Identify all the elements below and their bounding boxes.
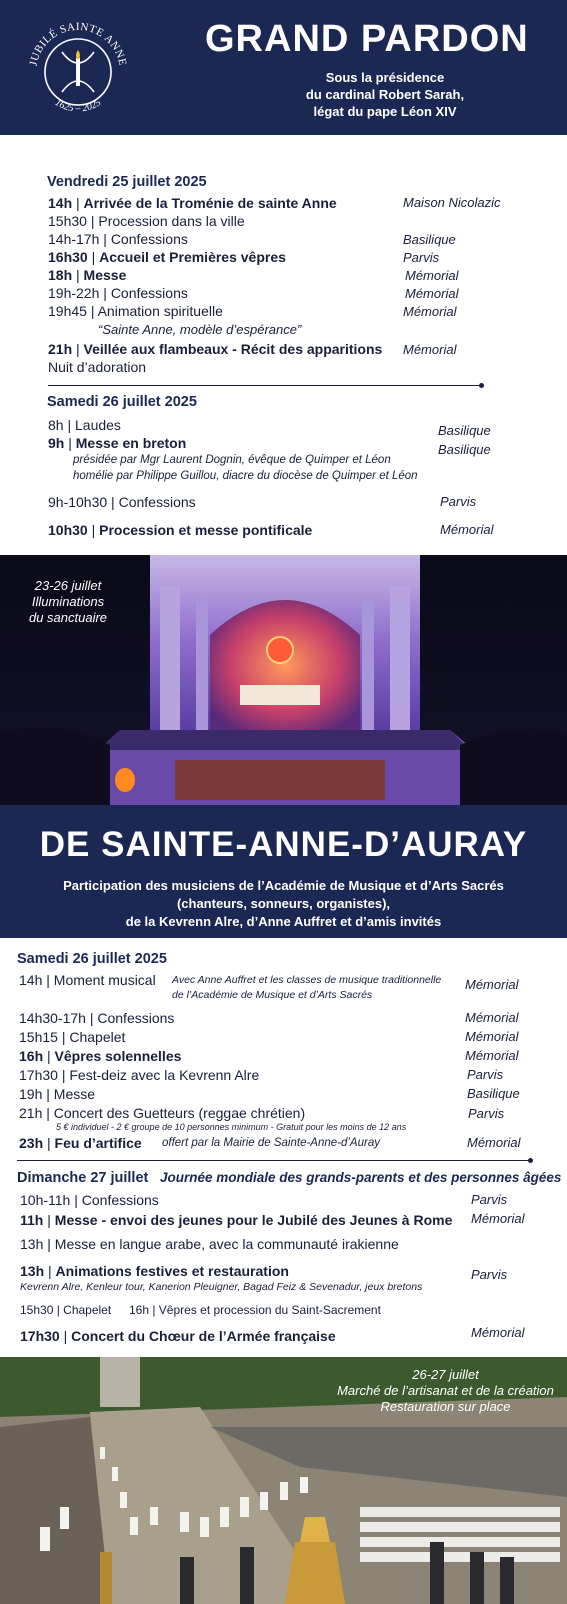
schedule-row: 9h-10h30 | Confessions xyxy=(48,494,196,510)
schedule-row: 23h | Feu d’artifice xyxy=(19,1135,142,1151)
photo2-caption-2: Marché de l’artisanat et de la création xyxy=(337,1383,554,1398)
music-note-2: de l’Académie de Musique et d’Arts Sacrés xyxy=(172,989,373,1001)
row-place: Basilique xyxy=(438,423,491,438)
row-place: Mémorial xyxy=(403,342,457,357)
row-text: Feu d’artifice xyxy=(54,1135,142,1151)
concert-price-note: 5 € individuel - 2 € groupe de 10 personnes minimum - Gratuit pour les moins de 12 ans xyxy=(56,1122,407,1132)
row-text: Messe en breton xyxy=(75,435,187,451)
header-sub-3: légat du pape Léon XIV xyxy=(313,104,457,119)
row-time: 13h xyxy=(20,1263,45,1279)
schedule-row: 19h | Messe xyxy=(19,1086,96,1102)
row-place: Mémorial xyxy=(465,977,519,992)
header-sub-1: Sous la présidence xyxy=(325,70,445,85)
row-time: 14h xyxy=(48,195,73,211)
row-text: Procession dans la ville xyxy=(98,213,245,229)
schedule-row: 17h30 | Fest-deiz avec la Kevrenn Alre xyxy=(19,1067,260,1083)
row-text: Messe - envoi des jeunes pour le Jubilé des Jeunes à Rome xyxy=(54,1212,453,1228)
schedule-row: 14h30-17h | Confessions xyxy=(19,1010,175,1026)
row-text: Confessions xyxy=(110,285,188,301)
schedule-row: 21h | Concert des Guetteurs (reggae chrétien) xyxy=(19,1105,306,1121)
row-place: Mémorial xyxy=(440,522,494,537)
row-place: Parvis xyxy=(471,1267,508,1282)
saturday-note-1: présidée par Mgr Laurent Dognin, évêque de Quimper et Léon xyxy=(73,454,391,466)
row-text: Laudes xyxy=(75,417,121,433)
logo-text-top: JUBILÉ SAINTE ANNE xyxy=(27,20,129,67)
svg-text:1625 – 2025 xyxy=(53,97,103,114)
row-text: Concert du Chœur de l’Armée française xyxy=(71,1328,336,1344)
schedule-row: 10h30 | Procession et messe pontificale xyxy=(48,522,313,538)
photo1-caption-2: Illuminations xyxy=(31,594,105,609)
row-time: 18h xyxy=(48,267,73,283)
row-text: Accueil et Premières vêpres xyxy=(99,249,286,265)
row-place: Parvis xyxy=(471,1192,508,1207)
row-time: 14h30-17h xyxy=(19,1010,86,1026)
photo1-caption-3: du sanctuaire xyxy=(28,610,108,625)
saturday-note-2: homélie par Philippe Guillou, diacre du diocèse de Quimper et Léon xyxy=(73,470,418,482)
schedule-row: 21h | Veillée aux flambeaux - Récit des apparitions xyxy=(48,341,383,357)
friday-quote: “Sainte Anne, modèle d’espérance” xyxy=(98,322,302,337)
schedule-row: 14h-17h | Confessions xyxy=(48,231,188,247)
row-time: 21h xyxy=(48,341,73,357)
row-time: 15h15 xyxy=(19,1029,58,1045)
row-place: Mémorial xyxy=(403,304,457,319)
row-place: Basilique xyxy=(438,442,491,457)
saturday2-heading: Samedi 26 juillet 2025 xyxy=(17,951,167,967)
row-text: Fest-deiz avec la Kevrenn Alre xyxy=(69,1067,260,1083)
row-text: Animations festives et restauration xyxy=(55,1263,289,1279)
row-text: Messe xyxy=(83,267,127,283)
row-time: 14h-17h xyxy=(48,231,100,247)
row-time: 15h30 xyxy=(48,213,87,229)
banner-line-1: Participation des musiciens de l’Académie de Musique et d’Arts Sacrés xyxy=(63,878,504,893)
separator-dot xyxy=(528,1158,533,1163)
row-text: Confessions xyxy=(81,1192,159,1208)
row-text: Concert des Guetteurs (reggae chrétien) xyxy=(53,1105,306,1121)
schedule-row: 8h | Laudes xyxy=(48,417,121,433)
row-text: Confessions xyxy=(97,1010,175,1026)
row-text: Chapelet xyxy=(69,1029,126,1045)
photo2-caption-3: Restauration sur place xyxy=(380,1399,511,1414)
row-time: 14h xyxy=(19,972,43,988)
page-title: GRAND PARDON xyxy=(205,18,529,60)
jubilee-logo xyxy=(22,14,134,126)
banner-line-2: (chanteurs, sonneurs, organistes), xyxy=(176,896,391,911)
row-time: 21h xyxy=(19,1105,43,1121)
photo2-caption-1: 26-27 juillet xyxy=(412,1367,479,1382)
row-time: 9h xyxy=(48,435,65,451)
schedule-row: 16h | Vêpres solennelles xyxy=(19,1048,182,1064)
schedule-row: 14h | Moment musical xyxy=(19,972,156,988)
chapelet-row: 15h30 | Chapelet xyxy=(20,1303,112,1317)
row-place: Parvis xyxy=(440,494,477,509)
banner-title: DE SAINTE-ANNE-D’AURAY xyxy=(39,825,528,864)
schedule-row: 17h30 | Concert du Chœur de l’Armée française xyxy=(20,1328,336,1344)
row-time: 17h30 xyxy=(20,1328,60,1344)
row-time: 9h-10h30 xyxy=(48,494,108,510)
header-banner xyxy=(0,0,567,135)
row-place: Mémorial xyxy=(405,268,459,283)
row-place: Mémorial xyxy=(467,1135,521,1150)
sunday-heading-note: Journée mondiale des grands-parents et des personnes âgées xyxy=(160,1170,562,1185)
animations-note: Kevrenn Alre, Kenleur tour, Kanerion Pleuigner, Bagad Feiz & Sevenadur, jeux bretons xyxy=(20,1281,423,1293)
schedule-row: 18h | Messe xyxy=(48,267,127,283)
schedule-row: 15h30 | Procession dans la ville xyxy=(48,213,245,229)
row-time: 19h xyxy=(19,1086,43,1102)
banner-line-3: de la Kevrenn Alre, d’Anne Auffret et d’amis invités xyxy=(125,914,442,929)
row-place: Mémorial xyxy=(405,286,459,301)
fireworks-note: offert par la Mairie de Sainte-Anne-d’Auray xyxy=(162,1137,380,1149)
separator-line xyxy=(17,1160,532,1161)
friday-night: Nuit d’adoration xyxy=(48,359,147,375)
logo-text-bottom: 1625 – 2025 xyxy=(52,97,104,115)
vepres-row: 16h | Vêpres et procession du Saint-Sacrement xyxy=(129,1303,381,1317)
sunday-heading: Dimanche 27 juillet xyxy=(17,1170,149,1186)
schedule-row: 15h15 | Chapelet xyxy=(19,1029,126,1045)
row-place: Maison Nicolazic xyxy=(403,195,501,210)
separator-line xyxy=(48,385,482,386)
row-time: 19h45 xyxy=(48,303,87,319)
row-place: Basilique xyxy=(467,1086,520,1101)
row-time: 19h-22h xyxy=(48,285,100,301)
row-place: Parvis xyxy=(403,250,440,265)
header-sub-2: du cardinal Robert Sarah, xyxy=(305,87,465,102)
saturday-heading: Samedi 26 juillet 2025 xyxy=(47,394,197,410)
row-place: Mémorial xyxy=(465,1048,519,1063)
schedule-row: 9h | Messe en breton xyxy=(48,435,187,451)
row-text: Animation spirituelle xyxy=(97,303,223,319)
schedule-row: 16h30 | Accueil et Premières vêpres xyxy=(48,249,286,265)
friday-heading: Vendredi 25 juillet 2025 xyxy=(47,174,207,190)
photo1-caption-1: 23-26 juillet xyxy=(34,578,102,593)
schedule-row: 10h-11h | Confessions xyxy=(20,1192,159,1208)
row-text: Vêpres solennelles xyxy=(54,1048,182,1064)
schedule-row: 19h45 | Animation spirituelle xyxy=(48,303,223,319)
row-place: Mémorial xyxy=(471,1211,525,1226)
musicians-banner xyxy=(0,805,567,938)
schedule-row: 14h | Arrivée de la Troménie de sainte Anne xyxy=(48,195,337,211)
schedule-row: 13h | Messe en langue arabe, avec la communauté irakienne xyxy=(20,1236,399,1252)
row-time: 17h30 xyxy=(19,1067,58,1083)
row-text: Procession et messe pontificale xyxy=(99,522,313,538)
row-time: 8h xyxy=(48,417,64,433)
schedule-row: 11h | Messe - envoi des jeunes pour le Jubilé des Jeunes à Rome xyxy=(20,1212,453,1228)
schedule-row: 19h-22h | Confessions xyxy=(48,285,188,301)
separator-dot xyxy=(479,383,484,388)
row-place: Basilique xyxy=(403,232,456,247)
row-text: Veillée aux flambeaux - Récit des apparitions xyxy=(83,341,383,357)
row-text: Messe xyxy=(53,1086,96,1102)
row-time: 16h30 xyxy=(48,249,88,265)
row-place: Mémorial xyxy=(471,1325,525,1340)
row-time: 10h30 xyxy=(48,522,88,538)
row-text: Confessions xyxy=(118,494,196,510)
row-place: Mémorial xyxy=(465,1010,519,1025)
schedule-row: 13h | Animations festives et restauration xyxy=(20,1263,289,1279)
row-time: 13h xyxy=(20,1236,44,1252)
row-text: Moment musical xyxy=(53,972,156,988)
music-note-1: Avec Anne Auffret et les classes de musique traditionnelle xyxy=(172,974,442,986)
row-time: 16h xyxy=(19,1048,44,1064)
row-time: 11h xyxy=(20,1212,44,1228)
row-text: Confessions xyxy=(110,231,188,247)
row-place: Parvis xyxy=(467,1067,504,1082)
row-time: 23h xyxy=(19,1135,44,1151)
row-place: Parvis xyxy=(468,1106,505,1121)
row-place: Mémorial xyxy=(465,1029,519,1044)
row-text: Messe en langue arabe, avec la communauté irakienne xyxy=(54,1236,399,1252)
row-text: Arrivée de la Troménie de sainte Anne xyxy=(83,195,337,211)
row-time: 10h-11h xyxy=(20,1192,71,1208)
